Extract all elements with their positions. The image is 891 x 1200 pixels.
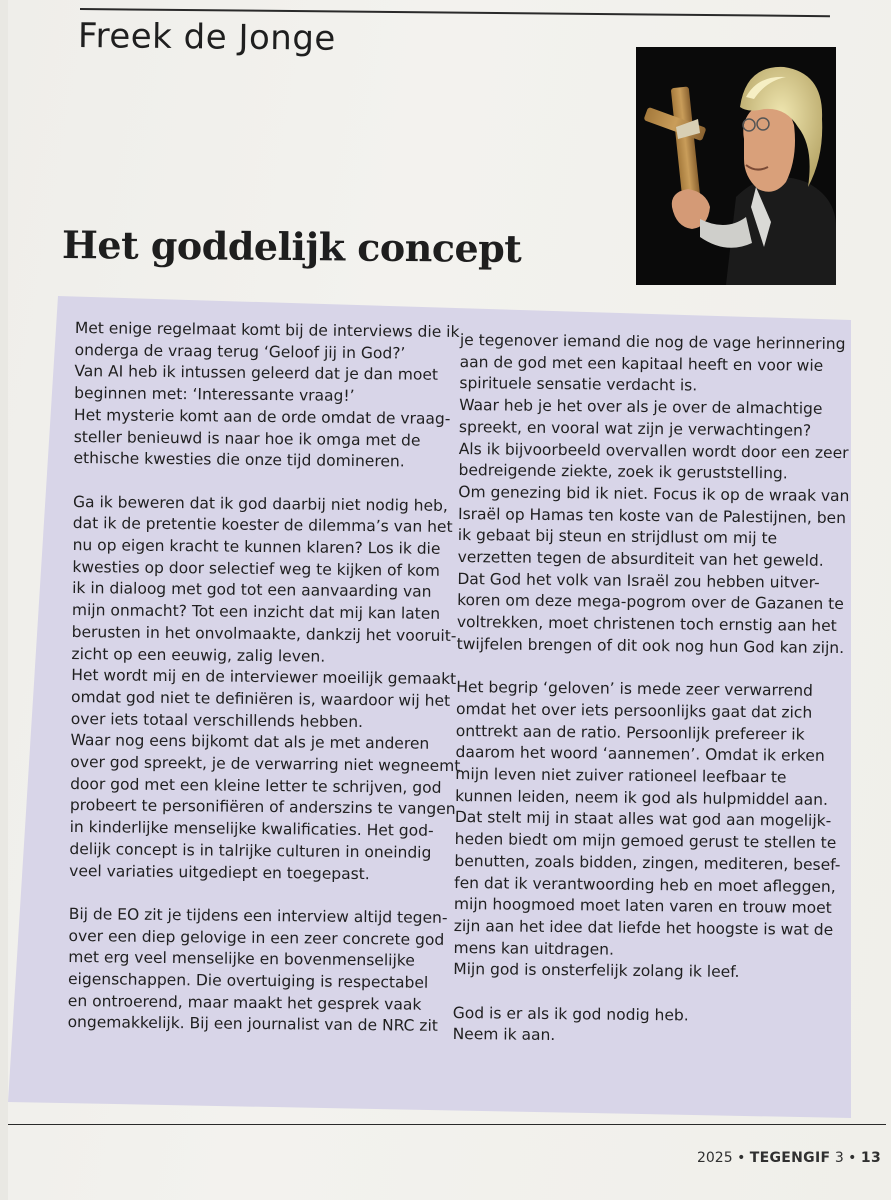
body-text-line: Waar heb je het over als je over de almachtige [459, 396, 823, 418]
footer-issue: 3 [834, 1150, 844, 1166]
body-text-line: voltrekken, moet christenen toch ernstig aan het [456, 613, 837, 636]
body-text-line: over een diep gelovige in een zeer concrete god [68, 926, 445, 949]
body-text-line: probeert te personifiëren of anderszins te vangen [69, 796, 456, 819]
body-text-line: onderga de vraag terug ‘Geloof jij in God?’ [74, 340, 406, 363]
body-text-line: zijn aan het idee dat liefde het hoogste is wat de [453, 916, 834, 939]
body-text-line: je tegenover iemand die nog de vage herinnering [459, 330, 846, 354]
body-text-line: verzetten tegen de absurditeit van het geweld. [457, 548, 824, 570]
body-text-line: twijfelen brengen of dit ook nog hun God kan zijn. [456, 634, 845, 657]
body-text-line: zicht op een eeuwig, zalig leven. [71, 644, 326, 666]
footer-page-number: 13 [860, 1150, 881, 1166]
body-text-line: Dat stelt mij in staat alles wat god aan mogelijk- [454, 808, 832, 831]
body-text-line: bedreigende ziekte, zoek ik geruststelling. [458, 461, 788, 483]
body-text-line: aan de god met een kapitaal heeft en voor wie [459, 352, 824, 375]
body-text-line: Bij de EO zit je tijdens een interview altijd tegen- [68, 904, 448, 927]
body-text-line: veel variaties uitgediept en toegepast. [69, 861, 370, 883]
article-title: Het goddelijk concept [61, 222, 522, 272]
body-text-line: ik gebaat bij steun en strijdlust om mij te [457, 526, 778, 548]
body-text-line: mijn hoogmoed moet laten varen en trouw moet [453, 895, 832, 918]
body-text-line: heden biedt om mijn gemoed gerust te stellen te [454, 830, 837, 853]
page-footer [697, 1150, 881, 1166]
body-text-line: met erg veel menselijke en bovenmenselijke [68, 948, 415, 970]
body-text-line: mens kan uitdragen. [453, 938, 615, 959]
body-text-line: beginnen met: ‘Interessante vraag!’ [74, 384, 355, 406]
body-text-line: God is er als ik god nodig heb. [452, 1003, 689, 1025]
body-text-line: door god met een kleine letter te schrijven, god [70, 774, 442, 797]
body-text-line: Neem ik aan. [452, 1025, 556, 1045]
body-text-line: Waar nog eens bijkomt dat als je met anderen [70, 731, 430, 754]
article-column-right [452, 330, 850, 1050]
body-text-line: steller benieuwd is naar hoe ik omga met de [73, 427, 421, 450]
body-text-line: ik in dialoog met god tot een aanvaarding van [72, 579, 432, 602]
body-text-line: daarom het woord ‘aannemen’. Omdat ik erken [455, 743, 825, 766]
body-text-line: ethische kwesties die onze tijd domineren. [73, 449, 405, 471]
body-text-line: spirituele sensatie verdacht is. [459, 374, 698, 395]
body-text-line: Ga ik beweren dat ik god daarbij niet nodig heb, [72, 492, 448, 515]
body-text-line: Van AI heb ik intussen geleerd dat je dan moet [74, 362, 439, 385]
body-text-line: Dat God het volk van Israël zou hebben uitver- [457, 569, 820, 592]
body-text-line: mijn leven niet zuiver rationeel leefbaar te [455, 765, 787, 787]
body-text-line: Als ik bijvoorbeeld overvallen wordt door een zeer [458, 439, 849, 462]
body-text-line: kwesties op door selectief weg te kijken of kom [72, 557, 440, 580]
body-text-line: Het begrip ‘geloven’ is mede zeer verwarrend [456, 678, 814, 700]
body-text-line: delijk concept is in talrijke culturen in oneindig [69, 839, 432, 862]
bottom-rule [8, 1124, 886, 1125]
footer-magazine: TEGENGIF [749, 1150, 831, 1166]
body-text-line: over iets totaal verschillends hebben. [70, 709, 364, 731]
photo-illustration [636, 47, 836, 285]
body-text-line: berusten in het onvolmaakte, dankzij het vooruit- [71, 622, 457, 645]
footer-bullet-1: • [737, 1150, 750, 1166]
body-text-line: Om genezing bid ik niet. Focus ik op de wraak van [458, 482, 850, 506]
body-text-line: Israël op Hamas ten koste van de Palestijnen, ben [457, 504, 847, 527]
body-text-line: eigenschappen. Die overtuiging is respectabel [67, 970, 429, 992]
article-column-left [67, 318, 461, 1038]
body-text-line: Het mysterie komt aan de orde omdat de vraag- [73, 405, 451, 428]
body-text-line: fen dat ik verantwoording heb en moet afleggen, [454, 873, 836, 896]
body-text-line: mijn onmacht? Tot een inzicht dat mij kan laten [71, 601, 441, 623]
body-text-line: koren om deze mega-pogrom over de Gazanen te [457, 591, 844, 614]
body-text-line: in kinderlijke menselijke kwalificaties. Het god- [69, 818, 434, 840]
body-text-line: ongemakkelijk. Bij een journalist van de NRC zit [67, 1013, 438, 1036]
body-text-line: kunnen leiden, neem ik god als hulpmiddel aan. [455, 786, 829, 809]
body-text-line: over god spreekt, je de verwarring niet wegneemt [70, 753, 461, 776]
body-text-line: omdat god niet te definiëren is, waardoor wij het [70, 687, 451, 710]
footer-year: 2025 [696, 1150, 733, 1166]
footer-bullet-2: • [843, 1150, 861, 1166]
body-text-line: benutten, zoals bidden, zingen, mediteren, besef- [454, 851, 841, 874]
body-text-line: Mijn god is onsterfelijk zolang ik leef. [453, 960, 740, 982]
body-text-line: Het wordt mij en de interviewer moeilijk gemaakt [71, 666, 457, 689]
body-text-line: onttrekt aan de ratio. Persoonlijk prefereer ik [455, 721, 805, 744]
body-text-line: spreekt, en vooral wat zijn je verwachtingen? [458, 417, 812, 440]
body-text-line: dat ik de pretentie koester de dilemma’s van het [72, 514, 453, 537]
body-text-line: en ontroerend, maar maakt het gesprek vaak [67, 991, 422, 1014]
body-text-line: nu op eigen kracht te kunnen klaren? Los ik die [72, 536, 441, 558]
author-photo [636, 47, 836, 285]
author-name: Freek de Jonge [77, 16, 337, 59]
body-text-line: omdat het over iets persoonlijks gaat dat zich [455, 699, 813, 722]
body-text-line: Met enige regelmaat komt bij de interviews die ik [74, 318, 460, 342]
